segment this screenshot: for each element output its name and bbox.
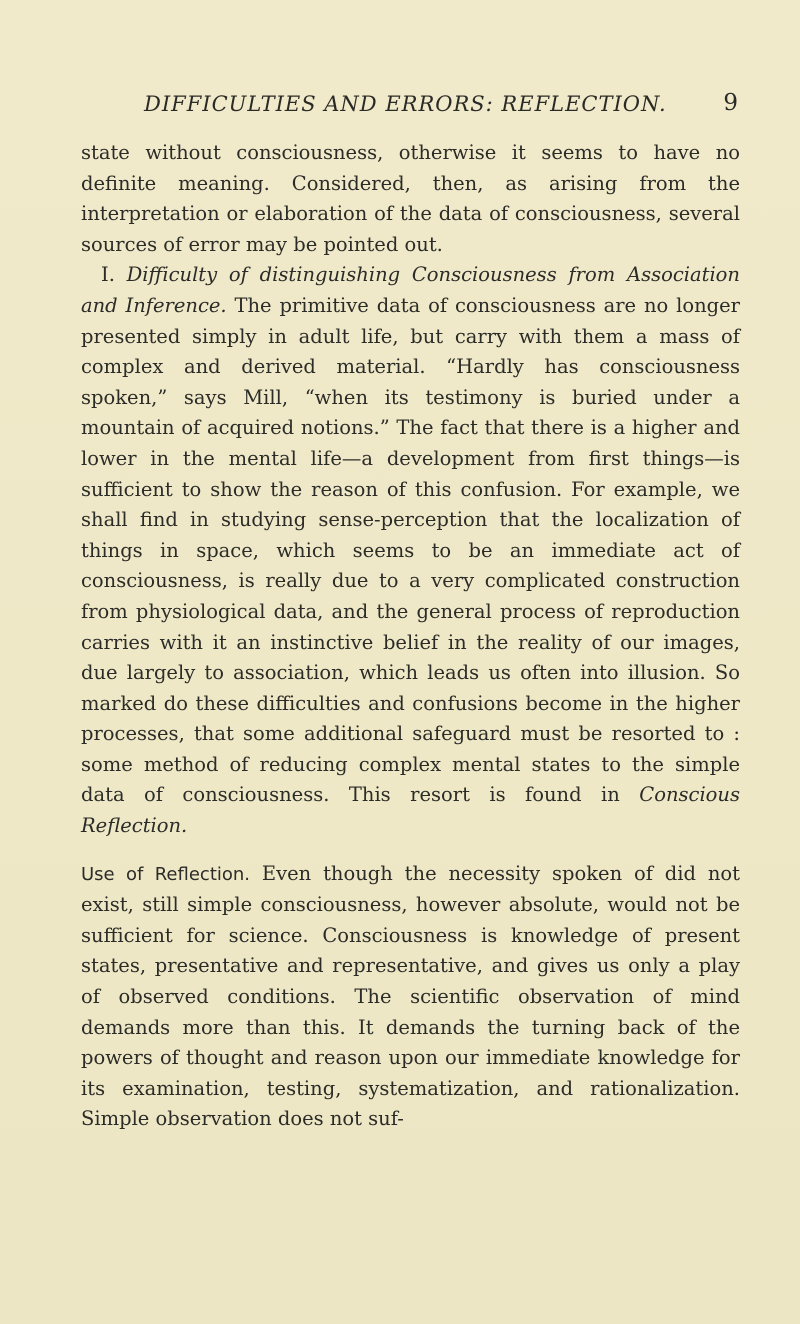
emphasis-term: Conscious Reflection.	[81, 783, 740, 838]
paragraph-use-of-reflection	[81, 859, 740, 1135]
running-head	[80, 92, 740, 126]
section-number: I.	[101, 263, 127, 287]
body-text	[81, 138, 740, 1135]
side-heading: Use of Reflection.	[81, 863, 251, 885]
paragraph-difficulty	[81, 260, 740, 841]
paragraph-body: Even though the necessity spoken of did not exist, still simple consciousness, however absolute, would not be sufficient for science. Consciousness is knowledge of present states, presentative and representative, and gives us only a play of observed conditions. The scientific observation of mind demands more than this. It demands the turning back of the powers of thought and reason upon our immediate knowledge for its examination, testing, systematization, and rationalization. Simple observation does not suf-	[81, 861, 741, 1131]
section-heading: Difficulty of distinguishing Consciousness from Association and Inference.	[81, 263, 740, 317]
paragraph-body: The primitive data of consciousness are no longer presented simply in adult life, but carry with them a mass of complex and derived material. “Hardly has consciousness spoken,” says Mill, “when its testimony is buried under a mountain of acquired notions.” The fact that there is a higher and lower in the mental life—a development from first things—is sufficient to show the reason of this confusion. For example, we shall find in studying sense-perception that the localization of things in space, which seems to be an immediate act of consciousness, is really due to a very complicated construction from physiological data, and the general process of reproduction carries with it an instinctive belief in the reality of our images, due largely to association, which leads us often into illusion. So marked do these difficulties and confusions become in the higher processes, that some additional safeguard must be resorted to : some method of reducing complex mental states to the simple data of consciousness. This resort is found in	[81, 293, 740, 807]
paragraph-continuation: state without consciousness, otherwise it seems to have no definite meaning. Considered, then, as arising from the interpretation or elaboration of the data of consciousness, several sources of error may be pointed out.	[81, 141, 740, 256]
running-title: DIFFICULTIES AND ERRORS: REFLECTION.	[144, 92, 667, 116]
page-number: 9	[723, 90, 738, 116]
